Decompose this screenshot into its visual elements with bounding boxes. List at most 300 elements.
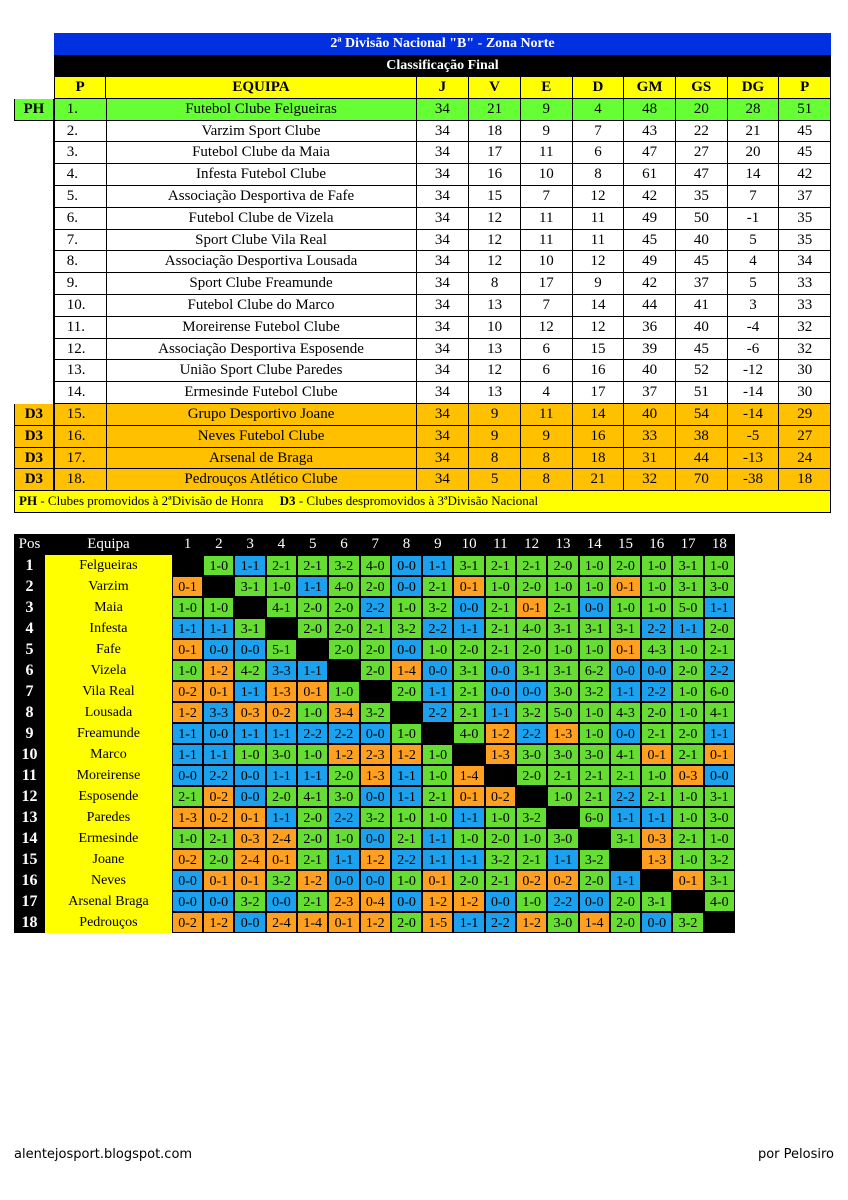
match-result-cell: 1-1: [453, 807, 484, 828]
row-wins: 12: [469, 230, 521, 252]
match-result-cell: 0-1: [328, 912, 359, 933]
match-result-cell: 1-3: [360, 765, 391, 786]
match-result-cell: 3-1: [516, 660, 547, 681]
match-result-cell: 3-0: [704, 807, 735, 828]
match-result-cell: 4-1: [610, 744, 641, 765]
match-result-cell: 0-0: [203, 891, 234, 912]
row-wins: 16: [469, 164, 521, 186]
match-result-cell: 3-4: [328, 702, 359, 723]
match-result-cell: 1-1: [453, 912, 484, 933]
row-goals-for: 32: [624, 469, 676, 491]
matrix-row: [14, 786, 735, 807]
row-losses: 11: [573, 230, 625, 252]
match-result-cell: 2-2: [328, 723, 359, 744]
matrix-col-header: 8: [391, 534, 422, 555]
match-result-cell: 1-0: [672, 702, 703, 723]
row-tag: D3: [14, 426, 54, 448]
match-result-cell: 2-2: [297, 723, 328, 744]
match-result-cell: 1-1: [422, 828, 453, 849]
match-result-cell: 0-0: [641, 912, 672, 933]
row-goal-difference: 5: [728, 273, 780, 295]
row-goals-for: 47: [624, 142, 676, 164]
matrix-diagonal-cell: [453, 744, 484, 765]
row-played: 34: [417, 121, 470, 143]
row-goals-for: 33: [624, 426, 676, 448]
results-matrix: [14, 534, 735, 933]
match-result-cell: 2-2: [610, 786, 641, 807]
match-result-cell: 2-1: [641, 786, 672, 807]
match-result-cell: 2-0: [328, 765, 359, 786]
matrix-diagonal-cell: [203, 576, 234, 597]
row-team: Infesta Futebol Clube: [107, 164, 417, 186]
match-result-cell: 0-1: [203, 870, 234, 891]
match-result-cell: 2-0: [297, 597, 328, 618]
matrix-row-pos: 2: [14, 576, 45, 597]
row-goals-against: 40: [676, 230, 728, 252]
match-result-cell: 2-0: [704, 618, 735, 639]
match-result-cell: 1-0: [547, 639, 578, 660]
match-result-cell: 0-3: [234, 702, 265, 723]
standings-row: [14, 164, 831, 186]
match-result-cell: 1-0: [203, 597, 234, 618]
match-result-cell: 1-1: [203, 618, 234, 639]
legend-d3-text: - Clubes despromovidos à 3ªDivisão Nacional: [295, 493, 539, 509]
row-goal-difference: 3: [728, 295, 780, 317]
match-result-cell: 0-0: [234, 765, 265, 786]
match-result-cell: 3-2: [422, 597, 453, 618]
match-result-cell: 1-0: [516, 828, 547, 849]
footer-author: por Pelosiro: [757, 1147, 834, 1162]
matrix-row-pos: 10: [14, 744, 45, 765]
match-result-cell: 0-0: [172, 891, 203, 912]
match-result-cell: 1-1: [234, 681, 265, 702]
match-result-cell: 2-0: [391, 912, 422, 933]
header-draws: E: [521, 77, 573, 99]
row-team: Futebol Clube de Vizela: [107, 208, 417, 230]
row-goals-against: 22: [676, 121, 728, 143]
standings-subtitle: Classificação Final: [54, 55, 831, 77]
matrix-row-pos: 11: [14, 765, 45, 786]
matrix-diagonal-cell: [266, 618, 297, 639]
match-result-cell: 1-0: [579, 702, 610, 723]
matrix-row: [14, 870, 735, 891]
row-position: 9.: [54, 273, 107, 295]
row-tag: [14, 208, 54, 230]
header-goal-difference: DG: [728, 77, 780, 99]
row-tag: [14, 186, 54, 208]
match-result-cell: 1-0: [422, 807, 453, 828]
standings-row: [14, 360, 831, 382]
standings-row: [14, 448, 831, 470]
row-wins: 18: [469, 121, 521, 143]
match-result-cell: 2-2: [422, 618, 453, 639]
match-result-cell: 0-1: [610, 576, 641, 597]
match-result-cell: 2-3: [360, 744, 391, 765]
matrix-col-header: 6: [328, 534, 359, 555]
match-result-cell: 1-0: [297, 702, 328, 723]
match-result-cell: 3-0: [266, 744, 297, 765]
footer-site: alentejosport.blogspot.com: [14, 1147, 193, 1162]
row-wins: 9: [469, 426, 521, 448]
row-position: 6.: [54, 208, 107, 230]
matrix-row-pos: 3: [14, 597, 45, 618]
match-result-cell: 2-1: [203, 828, 234, 849]
row-losses: 16: [573, 426, 625, 448]
matrix-diagonal-cell: [422, 723, 453, 744]
matrix-header-row: [14, 534, 735, 555]
match-result-cell: 5-0: [547, 702, 578, 723]
match-result-cell: 2-1: [391, 828, 422, 849]
match-result-cell: 4-1: [704, 702, 735, 723]
row-wins: 21: [469, 99, 521, 121]
match-result-cell: 3-2: [579, 681, 610, 702]
match-result-cell: 2-1: [485, 618, 516, 639]
row-played: 34: [417, 164, 470, 186]
row-played: 34: [417, 426, 470, 448]
matrix-diagonal-cell: [328, 660, 359, 681]
row-losses: 8: [573, 164, 625, 186]
matrix-col-header: 15: [610, 534, 641, 555]
match-result-cell: 2-1: [579, 786, 610, 807]
matrix-col-header: 4: [266, 534, 297, 555]
row-goals-for: 31: [624, 448, 676, 470]
matrix-row: [14, 702, 735, 723]
match-result-cell: 0-0: [234, 639, 265, 660]
row-team: Varzim Sport Clube: [107, 121, 417, 143]
match-result-cell: 1-1: [266, 765, 297, 786]
match-result-cell: 1-2: [360, 912, 391, 933]
match-result-cell: 4-1: [266, 597, 297, 618]
row-goals-for: 42: [624, 273, 676, 295]
match-result-cell: 1-2: [422, 891, 453, 912]
row-played: 34: [417, 404, 470, 426]
match-result-cell: 4-1: [297, 786, 328, 807]
match-result-cell: 1-5: [422, 912, 453, 933]
header-position: P: [54, 77, 107, 99]
match-result-cell: 0-0: [704, 765, 735, 786]
match-result-cell: 2-2: [641, 618, 672, 639]
matrix-diagonal-cell: [172, 555, 203, 576]
row-goals-against: 38: [676, 426, 728, 448]
match-result-cell: 2-0: [579, 870, 610, 891]
match-result-cell: 2-1: [172, 786, 203, 807]
row-goals-against: 45: [676, 251, 728, 273]
row-points: 32: [779, 339, 831, 361]
match-result-cell: 1-2: [516, 912, 547, 933]
match-result-cell: 1-1: [422, 849, 453, 870]
matrix-diagonal-cell: [516, 786, 547, 807]
match-result-cell: 0-0: [610, 723, 641, 744]
match-result-cell: 0-2: [547, 870, 578, 891]
row-goal-difference: -4: [728, 317, 780, 339]
match-result-cell: 4-0: [516, 618, 547, 639]
match-result-cell: 3-1: [547, 660, 578, 681]
match-result-cell: 2-2: [422, 702, 453, 723]
match-result-cell: 1-0: [328, 681, 359, 702]
row-team: Neves Futebol Clube: [107, 426, 417, 448]
row-position: 16.: [54, 426, 107, 448]
match-result-cell: 1-0: [672, 807, 703, 828]
row-points: 35: [779, 208, 831, 230]
match-result-cell: 1-0: [579, 576, 610, 597]
match-result-cell: 2-0: [328, 597, 359, 618]
row-tag: [14, 273, 54, 295]
matrix-row-pos: 7: [14, 681, 45, 702]
match-result-cell: 1-1: [672, 618, 703, 639]
row-goal-difference: -14: [728, 404, 780, 426]
legend-ph-text: - Clubes promovidos à 2ªDivisão de Honra: [37, 493, 264, 509]
row-goals-against: 35: [676, 186, 728, 208]
match-result-cell: 1-0: [547, 576, 578, 597]
row-team: Associação Desportiva Esposende: [107, 339, 417, 361]
match-result-cell: 0-0: [172, 765, 203, 786]
match-result-cell: 0-1: [516, 597, 547, 618]
header-points: P: [779, 77, 831, 99]
match-result-cell: 1-2: [391, 744, 422, 765]
row-goals-against: 51: [676, 382, 728, 404]
match-result-cell: 4-0: [704, 891, 735, 912]
row-goals-against: 27: [676, 142, 728, 164]
match-result-cell: 1-0: [672, 786, 703, 807]
row-team: Futebol Clube da Maia: [107, 142, 417, 164]
row-position: 2.: [54, 121, 107, 143]
row-goals-for: 45: [624, 230, 676, 252]
match-result-cell: 1-2: [297, 870, 328, 891]
row-points: 45: [779, 121, 831, 143]
row-draws: 6: [521, 360, 573, 382]
match-result-cell: 3-2: [672, 912, 703, 933]
match-result-cell: 2-1: [453, 681, 484, 702]
standings-body: [14, 99, 831, 491]
row-position: 11.: [54, 317, 107, 339]
match-result-cell: 2-0: [297, 807, 328, 828]
header-losses: D: [573, 77, 625, 99]
match-result-cell: 2-0: [391, 681, 422, 702]
match-result-cell: 1-1: [641, 807, 672, 828]
matrix-row-team: Felgueiras: [45, 555, 172, 576]
row-draws: 8: [521, 469, 573, 491]
matrix-row-team: Fafe: [45, 639, 172, 660]
standings-table: [14, 33, 831, 513]
matrix-col-header: 16: [641, 534, 672, 555]
matrix-row-team: Lousada: [45, 702, 172, 723]
row-wins: 13: [469, 339, 521, 361]
matrix-row: [14, 891, 735, 912]
matrix-col-header: 10: [453, 534, 484, 555]
match-result-cell: 3-1: [234, 618, 265, 639]
match-result-cell: 1-0: [297, 744, 328, 765]
standings-row: [14, 273, 831, 295]
row-team: Associação Desportiva Lousada: [107, 251, 417, 273]
match-result-cell: 4-3: [610, 702, 641, 723]
row-tag: [14, 360, 54, 382]
match-result-cell: 2-2: [641, 681, 672, 702]
match-result-cell: 2-0: [641, 702, 672, 723]
match-result-cell: 6-2: [579, 660, 610, 681]
standings-row: [14, 382, 831, 404]
match-result-cell: 1-3: [547, 723, 578, 744]
standings-row: [14, 230, 831, 252]
match-result-cell: 1-3: [172, 807, 203, 828]
row-losses: 11: [573, 208, 625, 230]
matrix-row: [14, 597, 735, 618]
matrix-col-header: 7: [360, 534, 391, 555]
row-goal-difference: 21: [728, 121, 780, 143]
match-result-cell: 1-2: [360, 849, 391, 870]
row-position: 3.: [54, 142, 107, 164]
matrix-row: [14, 618, 735, 639]
standings-title: 2ª Divisão Nacional "B" - Zona Norte: [54, 33, 831, 55]
row-goals-for: 61: [624, 164, 676, 186]
standings-row: [14, 251, 831, 273]
match-result-cell: 3-1: [704, 870, 735, 891]
standings-row: [14, 121, 831, 143]
match-result-cell: 1-0: [391, 723, 422, 744]
match-result-cell: 1-0: [579, 555, 610, 576]
match-result-cell: 2-0: [203, 849, 234, 870]
row-goals-for: 43: [624, 121, 676, 143]
row-goals-for: 37: [624, 382, 676, 404]
row-position: 15.: [54, 404, 107, 426]
standings-row: [14, 469, 831, 491]
matrix-row-pos: 5: [14, 639, 45, 660]
match-result-cell: 3-1: [672, 576, 703, 597]
match-result-cell: 2-3: [328, 891, 359, 912]
match-result-cell: 2-0: [328, 618, 359, 639]
match-result-cell: 1-0: [672, 639, 703, 660]
match-result-cell: 1-0: [641, 597, 672, 618]
match-result-cell: 2-2: [391, 849, 422, 870]
matrix-col-header: 12: [516, 534, 547, 555]
match-result-cell: 1-1: [234, 723, 265, 744]
row-goals-for: 48: [624, 99, 676, 121]
row-points: 37: [779, 186, 831, 208]
row-points: 30: [779, 382, 831, 404]
row-team: Sport Clube Vila Real: [107, 230, 417, 252]
match-result-cell: 1-1: [297, 576, 328, 597]
row-played: 34: [417, 317, 470, 339]
match-result-cell: 1-2: [485, 723, 516, 744]
row-goals-against: 54: [676, 404, 728, 426]
row-team: Grupo Desportivo Joane: [107, 404, 417, 426]
match-result-cell: 3-0: [328, 786, 359, 807]
matrix-row: [14, 744, 735, 765]
matrix-row: [14, 849, 735, 870]
match-result-cell: 1-0: [485, 807, 516, 828]
standings-row: [14, 186, 831, 208]
matrix-body: [14, 555, 735, 933]
matrix-row: [14, 660, 735, 681]
row-losses: 15: [573, 339, 625, 361]
legend-d3-tag: D3: [279, 493, 296, 509]
matrix-row-pos: 15: [14, 849, 45, 870]
matrix-row-team: Freamunde: [45, 723, 172, 744]
header-team: EQUIPA: [106, 77, 416, 99]
match-result-cell: 1-0: [641, 765, 672, 786]
row-points: 51: [779, 99, 831, 121]
row-wins: 8: [469, 448, 521, 470]
row-tag: [14, 339, 54, 361]
row-goals-against: 41: [676, 295, 728, 317]
row-position: 12.: [54, 339, 107, 361]
match-result-cell: 4-3: [641, 639, 672, 660]
match-result-cell: 1-0: [391, 807, 422, 828]
row-goals-against: 50: [676, 208, 728, 230]
match-result-cell: 5-1: [266, 639, 297, 660]
row-team: Pedrouços Atlético Clube: [107, 469, 417, 491]
matrix-diagonal-cell: [360, 681, 391, 702]
matrix-row: [14, 723, 735, 744]
row-wins: 12: [469, 208, 521, 230]
matrix-row: [14, 681, 735, 702]
matrix-row-pos: 13: [14, 807, 45, 828]
matrix-row-team: Vila Real: [45, 681, 172, 702]
match-result-cell: 0-0: [391, 555, 422, 576]
matrix-col-header: 14: [579, 534, 610, 555]
match-result-cell: 3-0: [704, 576, 735, 597]
match-result-cell: 3-2: [360, 807, 391, 828]
match-result-cell: 2-0: [328, 639, 359, 660]
match-result-cell: 1-3: [485, 744, 516, 765]
row-wins: 15: [469, 186, 521, 208]
matrix-row-team: Paredes: [45, 807, 172, 828]
match-result-cell: 2-0: [360, 639, 391, 660]
match-result-cell: 3-0: [547, 744, 578, 765]
row-played: 34: [417, 273, 470, 295]
match-result-cell: 2-0: [453, 870, 484, 891]
match-result-cell: 0-3: [672, 765, 703, 786]
match-result-cell: 0-0: [453, 597, 484, 618]
row-draws: 11: [521, 208, 573, 230]
row-position: 7.: [54, 230, 107, 252]
matrix-diagonal-cell: [610, 849, 641, 870]
matrix-diagonal-cell: [672, 891, 703, 912]
match-result-cell: 3-0: [547, 828, 578, 849]
row-team: Arsenal de Braga: [107, 448, 417, 470]
match-result-cell: 0-0: [579, 597, 610, 618]
match-result-cell: 0-2: [203, 807, 234, 828]
row-points: 29: [779, 404, 831, 426]
row-tag: [14, 230, 54, 252]
row-position: 8.: [54, 251, 107, 273]
match-result-cell: 1-1: [422, 681, 453, 702]
row-wins: 5: [469, 469, 521, 491]
match-result-cell: 2-2: [485, 912, 516, 933]
match-result-cell: 3-1: [547, 618, 578, 639]
row-losses: 12: [573, 186, 625, 208]
matrix-row: [14, 576, 735, 597]
row-position: 1.: [54, 99, 107, 121]
matrix-row-pos: 6: [14, 660, 45, 681]
row-losses: 9: [573, 273, 625, 295]
legend-ph-tag: PH: [19, 493, 38, 509]
match-result-cell: 3-1: [453, 555, 484, 576]
match-result-cell: 0-2: [266, 702, 297, 723]
match-result-cell: 0-2: [172, 849, 203, 870]
matrix-col-header: 18: [704, 534, 735, 555]
matrix-col-header: 5: [297, 534, 328, 555]
matrix-diagonal-cell: [485, 765, 516, 786]
matrix-row-pos: 8: [14, 702, 45, 723]
match-result-cell: 2-1: [297, 555, 328, 576]
row-team: Associação Desportiva de Fafe: [107, 186, 417, 208]
row-tag: [14, 142, 54, 164]
match-result-cell: 1-1: [297, 660, 328, 681]
match-result-cell: 0-2: [172, 912, 203, 933]
standings-row: [14, 317, 831, 339]
row-points: 32: [779, 317, 831, 339]
row-goal-difference: 7: [728, 186, 780, 208]
